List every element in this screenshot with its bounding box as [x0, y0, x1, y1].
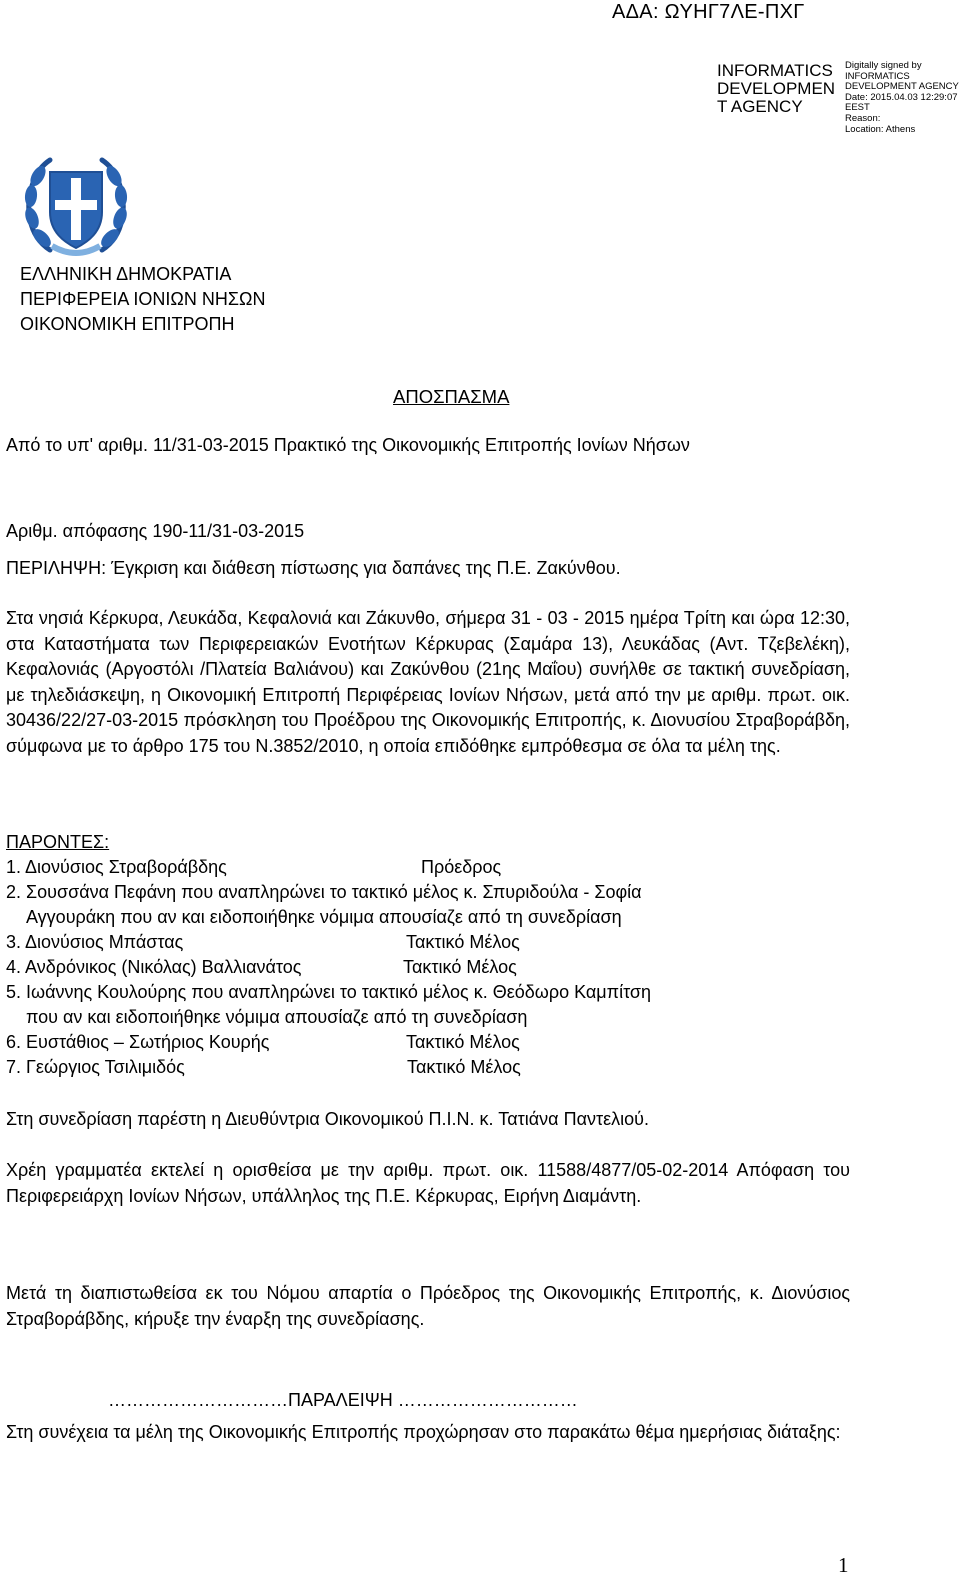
member-role: Τακτικό Μέλος — [406, 932, 520, 952]
member-name: 7. Γεώργιος Τσιλιμιδός — [6, 1057, 185, 1077]
member-name: 3. Διονύσιος Μπάστας — [6, 932, 184, 952]
document-title: ΑΠΟΣΠΑΣΜΑ — [393, 386, 510, 407]
summary-label: ΠΕΡΙΛΗΨΗ: — [6, 558, 107, 578]
member-note: Αγγουράκη που αν και ειδοποιήθηκε νόμιμα απουσίαζε από τη συνεδρίαση — [26, 907, 622, 927]
omission-marker: …………………………ΠΑΡΑΛΕΙΨΗ ………………………… — [108, 1390, 578, 1410]
member-role: Τακτικό Μέλος — [407, 1057, 521, 1077]
header-region: ΠΕΡΙΦΕΡΕΙΑ ΙΟΝΙΩΝ ΝΗΣΩΝ — [20, 289, 266, 309]
member-row-continued — [6, 1005, 850, 1030]
agenda-line: Στη συνέχεια τα μέλη της Οικονομικής Επιτροπής προχώρησαν στο παρακάτω θέμα ημερήσιας διάταξης: — [6, 1422, 841, 1442]
member-row — [6, 855, 850, 880]
member-name: 4. Ανδρόνικος (Νικόλας) Βαλλιανάτος — [6, 957, 302, 977]
digital-signature-details: Digitally signed by INFORMATICS DEVELOPMENT AGENCY Date: 2015.04.03 12:29:07 EEST Reason: Location: Athens — [845, 60, 959, 135]
issuer-header — [20, 262, 265, 337]
decision-number: Αριθμ. απόφασης 190-11/31-03-2015 — [6, 521, 305, 541]
member-role: Τακτικό Μέλος — [406, 1032, 520, 1052]
page-number: 1 — [838, 1553, 849, 1577]
member-row — [6, 980, 850, 1005]
member-note: που αν και ειδοποιήθηκε νόμιμα απουσίαζε από τη συνεδρίαση — [26, 1007, 528, 1027]
member-name: 5. Ιωάννης Κουλούρης που αναπληρώνει το τακτικό μέλος κ. Θεόδωρο Καμπίτση — [6, 982, 652, 1002]
from-line: Από το υπ' αριθμ. 11/31-03-2015 Πρακτικό της Οικονομικής Επιτροπής Ιονίων Νήσων — [6, 435, 690, 455]
member-row — [6, 955, 850, 980]
quorum-paragraph: Μετά τη διαπιστωθείσα εκ του Νόμου απαρτία ο Πρόεδρος της Οικονομικής Επιτροπής, κ. Διονύσιος Στραβοράβδης, κήρυξε την έναρξη της συνεδρίασης. — [6, 1283, 850, 1329]
member-name: 1. Διονύσιος Στραβοράβδης — [6, 857, 227, 877]
summary — [6, 556, 850, 582]
member-row — [6, 1030, 850, 1055]
intro-paragraph: Στα νησιά Κέρκυρα, Λευκάδα, Κεφαλονιά και Ζάκυνθο, σήμερα 31 - 03 - 2015 ημέρα Τρίτη και ώρα 12:30, στα Καταστήματα των Περιφερειακών Ενοτήτων Κέρκυρας (Σαμάρα 13), Λευκάδας (Αντ. Τζεβελέκη), Κεφαλονιάς (Αργοστόλι /Πλατεία Βαλιάνου) και Ζακύνθου (21ης Μαΐου) συνήλθε σε τακτική συνεδρίαση, με τηλεδιάσκεψη, η Οικονομική Επιτροπή Περιφέρειας Ιονίων Νήσων, μετά από την με αριθμ. πρωτ. οικ. 30436/22/27-03-2015 πρόσκληση του Προέδρου της Οικονομικής Επιτροπής, κ. Διονυσίου Στραβοράβδη, σύμφωνα με το άρθρο 175 του Ν.3852/2010, η οποία επιδόθηκε εμπρόθεσμα σε όλα τα μέλη της. — [6, 608, 850, 756]
member-row — [6, 1055, 850, 1080]
summary-text: Έγκριση και διάθεση πίστωσης για δαπάνες της Π.Ε. Ζακύνθου. — [106, 558, 621, 578]
director-line: Στη συνεδρίαση παρέστη η Διευθύντρια Οικονομικού Π.Ι.Ν. κ. Τατιάνα Παντελιού. — [6, 1109, 649, 1129]
ada-code: ΑΔΑ: ΩΥΗΓ7ΛΕ-ΠΧΓ — [612, 1, 805, 23]
member-name: 6. Ευστάθιος – Σωτήριος Κουρής — [6, 1032, 270, 1052]
member-name: 2. Σουσσάνα Πεφάνη που αναπληρώνει το τακτικό μέλος κ. Σπυριδούλα - Σοφία — [6, 882, 642, 902]
present-heading: ΠΑΡΟΝΤΕΣ: — [6, 832, 110, 852]
member-role: Πρόεδρος — [421, 857, 502, 877]
hellenic-republic-emblem-icon — [20, 150, 132, 262]
member-row-continued — [6, 905, 850, 930]
header-committee: ΟΙΚΟΝΟΜΙΚΗ ΕΠΙΤΡΟΠΗ — [20, 314, 235, 334]
secretary-paragraph: Χρέη γραμματέα εκτελεί η ορισθείσα με την αριθμ. πρωτ. οικ. 11588/4877/05-02-2014 Απόφαση του Περιφερειάρχη Ιονίων Νήσων, υπάλληλος της Π.Ε. Κέρκυρας, Ειρήνη Διαμάντη. — [6, 1160, 850, 1206]
header-country: ΕΛΛΗΝΙΚΗ ΔΗΜΟΚΡΑΤΙΑ — [20, 264, 232, 284]
member-role: Τακτικό Μέλος — [403, 957, 517, 977]
member-row — [6, 880, 850, 905]
member-row — [6, 930, 850, 955]
digital-signature-name: INFORMATICS DEVELOPMEN T AGENCY — [717, 61, 836, 116]
present-members — [6, 830, 850, 1080]
